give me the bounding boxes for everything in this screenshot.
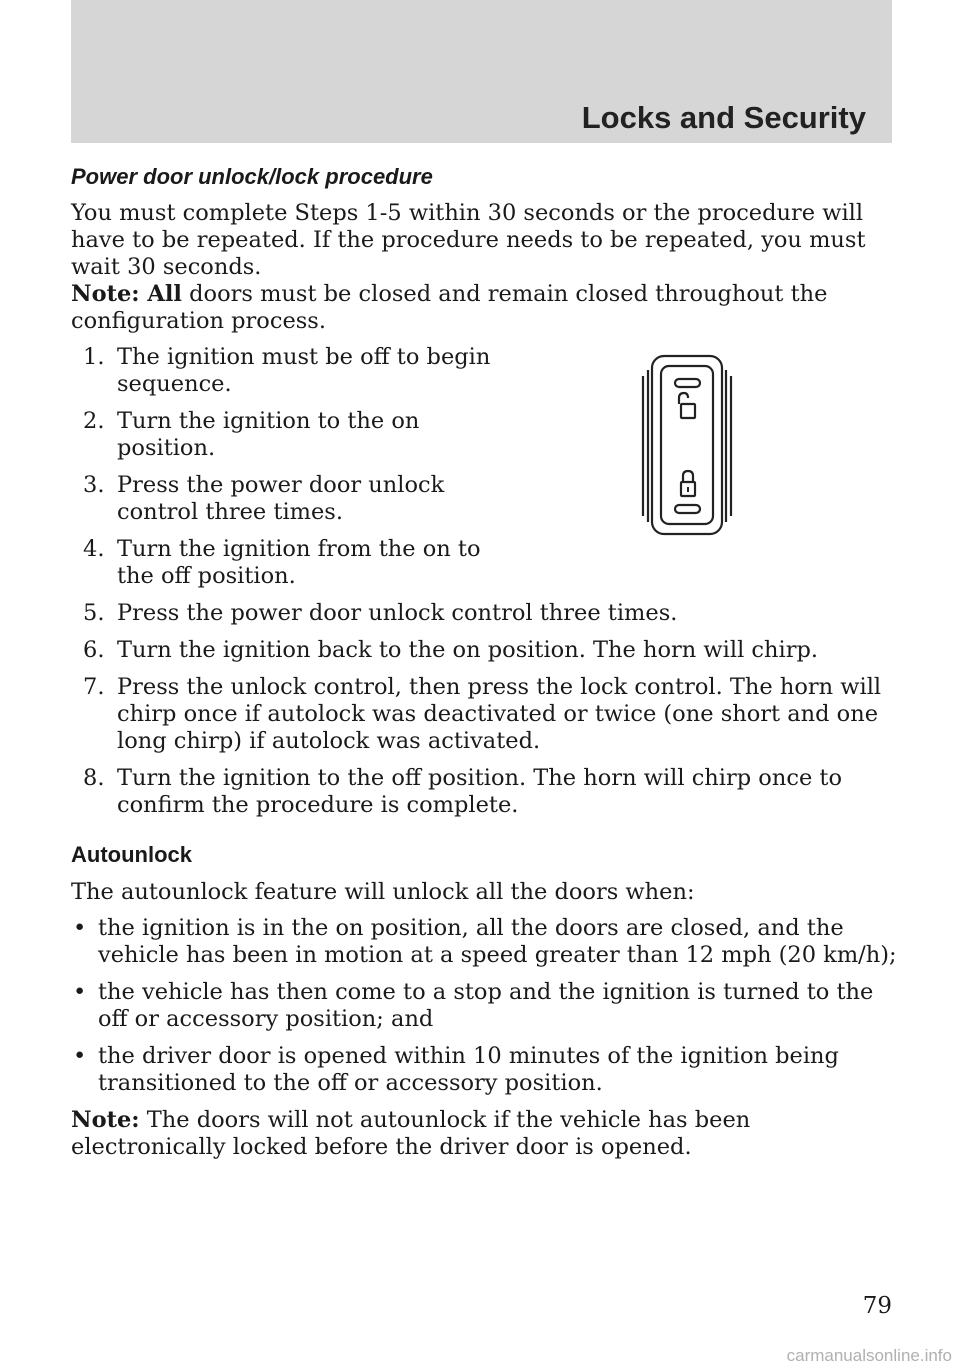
step-number: 8.	[83, 765, 105, 791]
list-item: • the vehicle has then come to a stop and the ignition is turned to the off or accessory position; and	[71, 979, 901, 1033]
section-title-power-door: Power door unlock/lock procedure	[71, 164, 433, 189]
step-text: Press the unlock control, then press the lock control. The horn will chirp once if autolock was deactivated or twice (one short and one long chirp) if autolock was activated.	[117, 674, 882, 754]
section-title-autounlock: Autounlock	[71, 842, 192, 867]
step-text: Turn the ignition from the on to the off position.	[117, 536, 481, 589]
steps-list	[71, 344, 901, 819]
step-number: 4.	[83, 536, 105, 562]
step-text: Press the power door unlock control three times.	[117, 600, 678, 626]
step-text: Turn the ignition to the off position. The horn will chirp once to confirm the procedure is complete.	[117, 765, 842, 818]
list-item: • the driver door is opened within 10 minutes of the ignition being transitioned to the off or accessory position.	[71, 1043, 901, 1097]
autounlock-intro: The autounlock feature will unlock all the doors when:	[71, 879, 695, 905]
page-number: 79	[862, 1293, 892, 1319]
autounlock-note	[71, 1107, 901, 1161]
step-number: 7.	[83, 674, 105, 700]
step-number: 6.	[83, 637, 105, 663]
step-number: 1.	[83, 344, 105, 370]
note-text: The doors will not autounlock if the vehicle has been electronically locked before the driver door is opened.	[71, 1107, 751, 1160]
step-number: 2.	[83, 408, 105, 434]
list-item	[71, 637, 901, 664]
note-label: Note:	[71, 1107, 140, 1133]
step-text: Turn the ignition back to the on position. The horn will chirp.	[117, 637, 819, 663]
step-text: The ignition must be off to begin sequence.	[117, 344, 491, 397]
intro-paragraph: You must complete Steps 1-5 within 30 seconds or the procedure will have to be repeated. If the procedure needs to be repeated, you must wait 30 seconds.	[71, 200, 866, 280]
list-item	[71, 536, 507, 590]
header-band	[71, 0, 892, 143]
content	[71, 163, 901, 1161]
step-text: Press the power door unlock control three times.	[117, 472, 445, 525]
list-item: • the ignition is in the on position, all the doors are closed, and the vehicle has been in motion at a speed greater than 12 mph (20 km/h);	[71, 915, 901, 969]
list-item	[71, 344, 507, 398]
note-label: Note: All	[71, 281, 182, 307]
list-item	[71, 408, 507, 462]
step-number: 3.	[83, 472, 105, 498]
note-text: doors must be closed and remain closed throughout the configuration process.	[71, 281, 828, 334]
note-paragraph	[71, 281, 901, 335]
watermark: carmanualsonline.info	[786, 1346, 952, 1365]
bullet-list	[71, 915, 901, 1097]
door-lock-switch-icon	[640, 350, 734, 540]
page-title: Locks and Security	[581, 100, 866, 135]
list-item	[71, 765, 901, 819]
step-number: 5.	[83, 600, 105, 626]
step-text: Turn the ignition to the on position.	[117, 408, 420, 461]
list-item	[71, 600, 901, 627]
list-item	[71, 472, 507, 526]
list-item	[71, 674, 901, 755]
